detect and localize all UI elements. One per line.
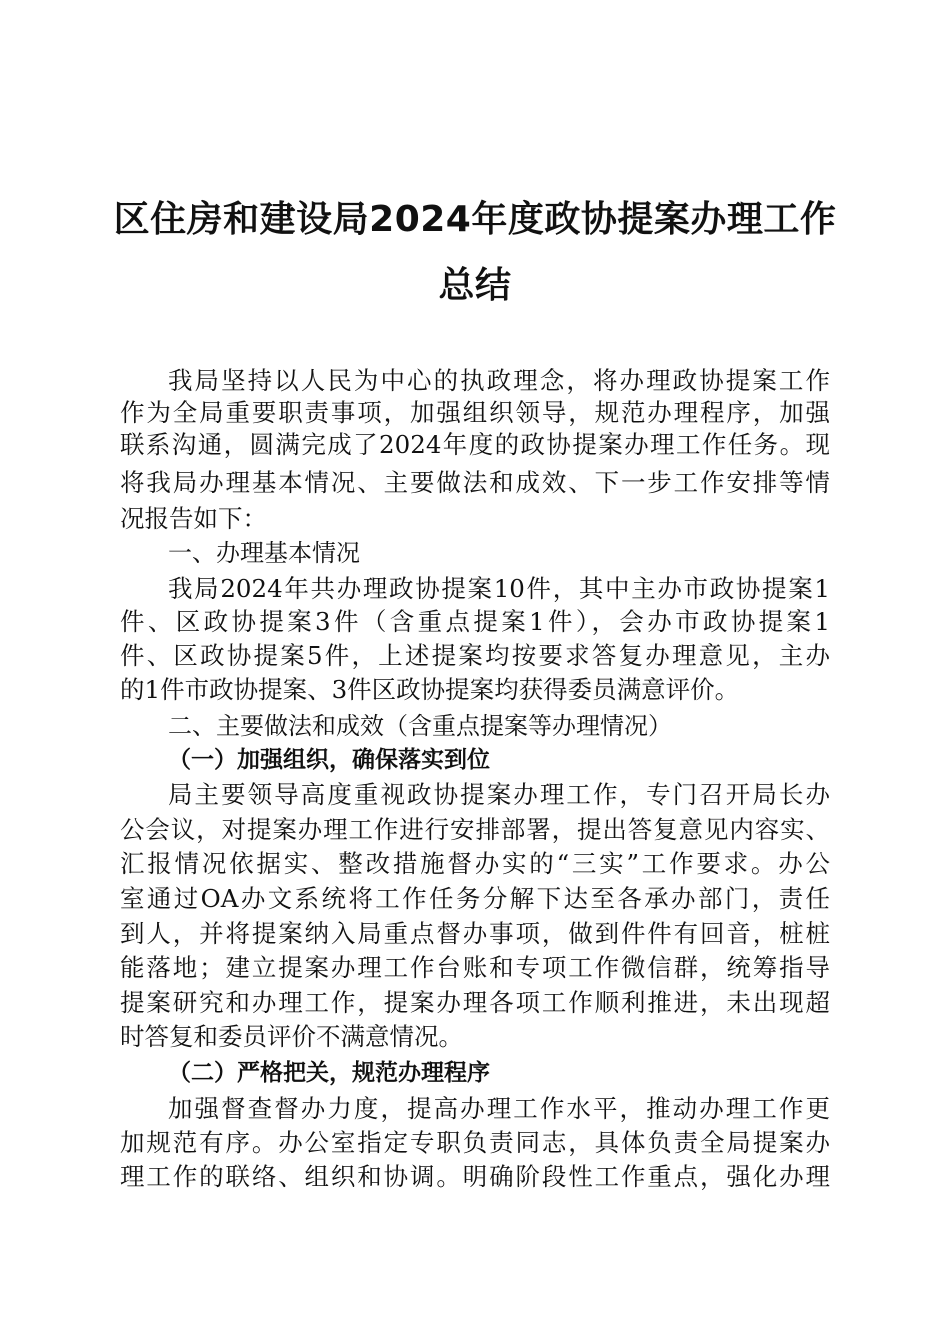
paragraph-line: 的1件市政协提案、3件区政协提案均获得委员满意评价。: [120, 675, 740, 704]
section-heading: 二、主要做法和成效（含重点提案等办理情况）: [168, 712, 672, 740]
paragraph-line: 加强督查督办力度，提高办理工作水平，推动办理工作更: [168, 1094, 830, 1123]
paragraph-line: 能落地；建立提案办理工作台账和专项工作微信群，统筹指导: [120, 953, 830, 982]
paragraph-line: 联系沟通，圆满完成了2024年度的政协提案办理工作任务。现: [120, 430, 830, 459]
document-title-line-2: 总结: [438, 265, 512, 306]
document-title-line-1: 区住房和建设局2024年度政协提案办理工作: [113, 199, 837, 240]
paragraph-line: 理工作的联络、组织和协调。明确阶段性工作重点，强化办理: [120, 1162, 830, 1191]
paragraph-line: 我局2024年共办理政协提案10件，其中主办市政协提案1: [168, 574, 830, 603]
paragraph-line: 局主要领导高度重视政协提案办理工作，专门召开局长办: [168, 780, 830, 809]
paragraph-line: 加规范有序。办公室指定专职负责同志，具体负责全局提案办: [120, 1128, 830, 1157]
paragraph-line: 到人，并将提案纳入局重点督办事项，做到件件有回音，桩桩: [120, 919, 830, 948]
paragraph-line: 公会议，对提案办理工作进行安排部署，提出答复意见内容实、: [120, 815, 830, 844]
paragraph-line: 提案研究和办理工作，提案办理各项工作顺利推进，未出现超: [120, 988, 830, 1017]
paragraph-line: 时答复和委员评价不满意情况。: [120, 1022, 463, 1051]
subsection-heading: （一）加强组织，确保落实到位: [168, 746, 490, 773]
subsection-heading: （二）严格把关，规范办理程序: [168, 1059, 490, 1086]
paragraph-line: 汇报情况依据实、整改措施督办实的“三实”工作要求。办公: [120, 849, 830, 878]
paragraph-line: 我局坚持以人民为中心的执政理念，将办理政协提案工作: [168, 366, 830, 395]
paragraph-line: 室通过OA办文系统将工作任务分解下达至各承办部门，责任: [120, 884, 830, 913]
paragraph-line: 件、区政协提案3件（含重点提案1件），会办市政协提案1: [120, 607, 830, 636]
paragraph-line: 将我局办理基本情况、主要做法和成效、下一步工作安排等情: [120, 468, 830, 497]
paragraph-line: 件、区政协提案5件，上述提案均按要求答复办理意见，主办: [120, 641, 830, 670]
paragraph-line: 况报告如下：: [120, 504, 267, 533]
paragraph-line: 作为全局重要职责事项，加强组织领导，规范办理程序，加强: [120, 398, 830, 427]
section-heading: 一、办理基本情况: [168, 539, 360, 567]
